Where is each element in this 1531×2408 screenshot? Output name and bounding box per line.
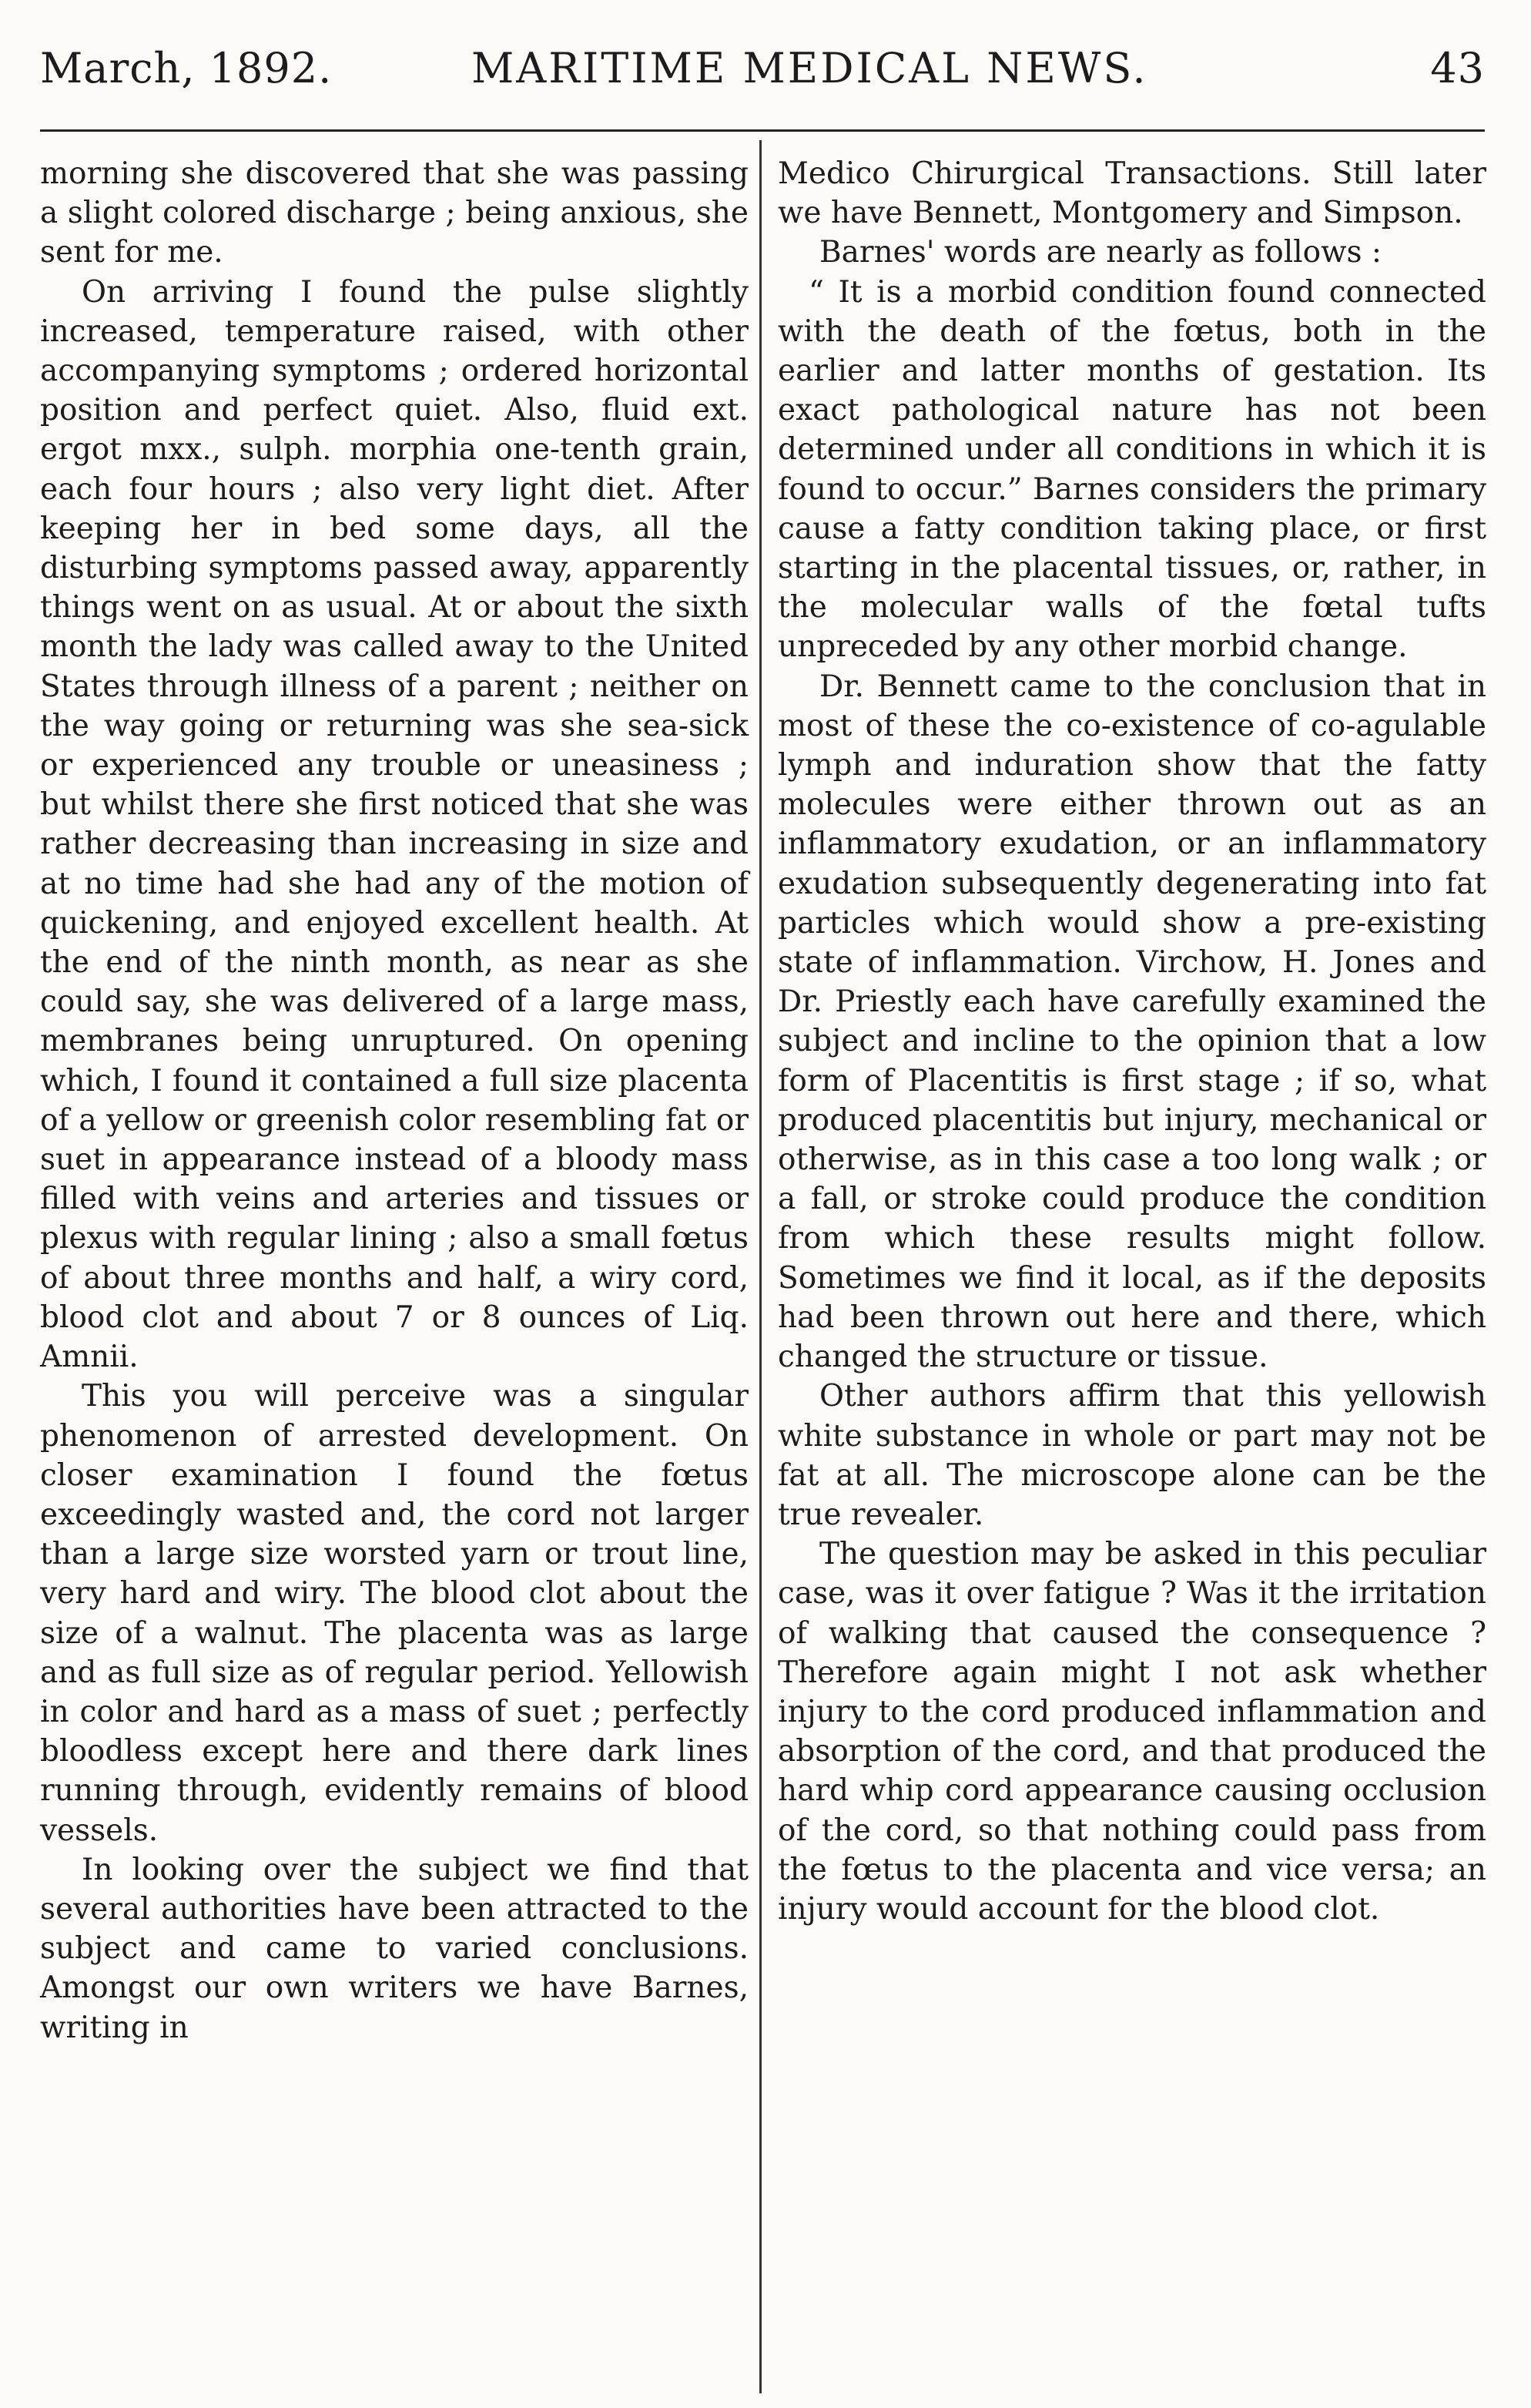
paragraph: Other authors affirm that this yellowish white substance in whole or part may not be fat at all. The microscope alone can be the true revealer. [778, 1379, 1486, 1532]
paragraph: On arriving I found the pulse slightly increased, temperature raised, with other accompanying symptoms ; ordered horizontal position and perfect quiet. Also, fluid ext. ergot mxx., sulph. morphia one-tenth grain, each four hours ; also very light diet. After keeping her in bed some days, all the disturbing symptoms passed away, apparently things went on as usual. At or about the sixth month the lady was called away to the United States through illness of a parent ; neither on the way going or returning was she sea-sick or experienced any trouble or uneasiness ; but whilst there she first noticed that she was rather decreasing than increasing in size and at no time had she had any of the motion of quickening, and enjoyed excellent health. At the end of the ninth month, as near as she could say, she was delivered of a large mass, membranes being unruptured. On opening which, I found it contained a full size placenta of a yellow or greenish color resembling fat or suet in appearance instead of a bloody mass filled with veins and arteries and tissues or plexus with regular lining ; also a small fœtus of about three months and half, a wiry cord, blood clot and about 7 or 8 ounces of Liq. Amnii. [40, 274, 749, 1375]
column-divider [759, 140, 762, 2393]
paragraph: The question may be asked in this peculiar case, was it over fatigue ? Was it the irritation of walking that caused the consequence ? Therefore again might I not ask whether injury to the cord produced inflammation and absorption of the cord, and that produced the hard whip cord appearance causing occlusion of the cord, so that nothing could pass from the fœtus to the placenta and vice versa; an injury would account for the blood clot. [778, 1537, 1486, 1927]
quotation: “ It is a morbid condition found connected with the death of the fœtus, both in the earlier and latter months of gestation. Its exact pathological nature has not been determined under all conditions in which it is found to occur.” Barnes considers the primary cause a fatty condition taking place, or first starting in the placental tissues, or, rather, in the molecular walls of the fœtal tufts unpreceded by any other morbid change. [778, 274, 1486, 665]
running-header [40, 34, 1485, 103]
paragraph: Medico Chirurgical Transactions. Still later we have Bennett, Montgomery and Simpson. [778, 156, 1486, 231]
right-column [778, 154, 1486, 1929]
issue-date: March, 1892. [40, 44, 333, 92]
paragraph: Barnes' words are nearly as follows : [819, 235, 1382, 270]
paragraph: This you will perceive was a singular phenomenon of arrested development. On closer examination I found the fœtus exceedingly wasted and, the cord not larger than a large size worsted yarn or trout line, very hard and wiry. The blood clot about the size of a walnut. The placenta was as large and as full size as of regular period. Yellowish in color and hard as a mass of suet ; perfectly bloodless except here and there dark lines running through, evidently remains of blood vessels. [40, 1379, 749, 1848]
journal-title: MARITIME MEDICAL NEWS. [471, 44, 1148, 92]
paragraph: Dr. Bennett came to the conclusion that in most of these the co-existence of co-agulable lymph and induration show that the fatty molecules were either thrown out as an inflammatory exudation, or an inflammatory exudation subsequently degenerating into fat particles which would show a pre-existing state of inflammation. Virchow, H. Jones and Dr. Priestly each have carefully examined the subject and incline to the opinion that a low form of Placentitis is first stage ; if so, what produced placentitis but injury, mechanical or otherwise, as in this case a too long walk ; or a fall, or stroke could produce the condition from which these results might follow. Sometimes we find it local, as if the deposits had been thrown out here and there, which changed the structure or tissue. [778, 669, 1486, 1375]
paragraph: In looking over the subject we find that several authorities have been attracted to the subject and came to varied conclusions. Amongst our own writers we have Barnes, writing in [40, 1852, 749, 2045]
header-rule [40, 129, 1485, 132]
left-column [40, 154, 749, 2047]
paragraph: morning she discovered that she was passing a slight colored discharge ; being anxious, she sent for me. [40, 156, 749, 270]
page-number: 43 [1430, 44, 1485, 92]
